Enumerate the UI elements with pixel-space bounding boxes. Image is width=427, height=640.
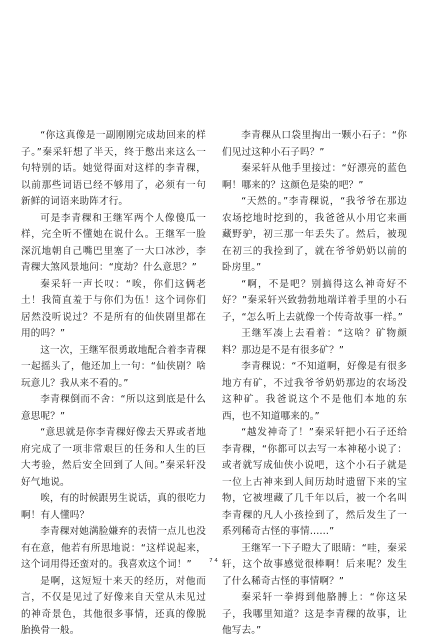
page-number: 7 4 [209, 558, 218, 564]
paragraph: 是啊，这短短十来天的经历，对他而言，不仅是见过了好像来自天堂从未见过的神奇景色，其他很多事情，还真的像脱胎换骨一般。 [21, 575, 206, 636]
paragraph: 李青稞说：“不知道啊，好像是有很多地方有矿，不过我爷爷奶奶那边的农场没这种矿。我爸说这个不是他们本地的东西，也不知道哪来的。” [222, 361, 407, 422]
paragraph: 这一次，王继军很勇敢地配合着李青稞一起摇头了，他还加上一句：“仙侠剧？啥玩意儿？我从来不看的。” [21, 344, 206, 389]
paragraph: “啊，不是吧？别搞得这么神奇好不好？”秦采轩兴致勃勃地端详着手里的小石子，“怎么听上去就像一个传奇故事一样。” [222, 278, 407, 323]
paragraph: 可是李青稞和王继军两个人像傻瓜一样，完全听不懂她在说什么。王继军一脸深沉地朝自己嘴巴里塞了一大口冰沙，李青稞大煞风景地问：“度劫？什么意思？” [21, 212, 206, 273]
paragraph: 李青稞对她满脸嫌弃的表情一点儿也没有在意，他若有所思地说：“这样说起来，这个词用得还蛮对的。我喜欢这个词！” [21, 526, 206, 570]
paragraph: 李青稞从口袋里掏出一颗小石子：“你们见过这种小石子吗？” [222, 130, 407, 158]
paragraph: “越发神奇了！”秦采轩把小石子还给李青稞，“你都可以去写一本神秘小说了：或者就写成仙侠小说吧，这个小石子就是一位上古神来到人间历劫时遗留下来的宝物，它被埋藏了几千年以后，被一个名叫李青稞的凡人小孩捡到了，然后发生了一系列稀奇古怪的事情……” [222, 427, 407, 537]
paragraph: 秦采轩从他手里接过：“好漂亮的蓝色啊！哪来的？这颜色是染的吧？” [222, 163, 407, 191]
paragraph: 王继军一下子瞪大了眼睛：“哇，秦采轩，这个故事感觉很棒啊！后来呢？发生了什么稀奇古怪的事情啊？” [222, 542, 407, 587]
paragraph: “天然的。”李青稞说，“我爷爷在那边农场挖地时挖到的，我爸爸从小用它来画藏野驴，初三那一年丢失了。然后，被现在初三的我捡到了，就在爷爷奶奶以前的卧房里。” [222, 196, 407, 273]
paragraph: “你这真像是一副刚刚完成劫回来的样子。”秦采轩想了半天，终于憋出来这么一句特别的话。她觉得面对这样的李青稞，以前那些词语已经不够用了，必须有一句新鲜的词语来助阵才行。 [21, 130, 206, 207]
paragraph: “意思就是你李青稞好像去天界或者地府完成了一项非常艰巨的任务和人生的巨大考验，然后安全回到了人间。”秦采轩没好气地说。 [21, 427, 206, 488]
paragraph: 唉，有的时候跟男生说话，真的很吃力啊！有人懂吗？ [21, 493, 206, 521]
paragraph: 秦采轩一声长叹：“唉，你们这俩老土！我简直羞于与你们为伍！这个词你们居然没听说过？不是所有的仙侠剧里都在用的吗？” [21, 278, 206, 339]
paragraph: 李青稞倒而不舍：“所以这到底是什么意思呢？” [21, 394, 206, 422]
paragraph: 秦采轩一拳拇到他胳膊上：“你这呆子，我哪里知道？这是李青稞的故事，让他写去。” [222, 592, 407, 636]
paragraph: 王继军凑上去看着：“这啥？矿物颜料？那边是不是有很多矿？” [222, 328, 407, 356]
